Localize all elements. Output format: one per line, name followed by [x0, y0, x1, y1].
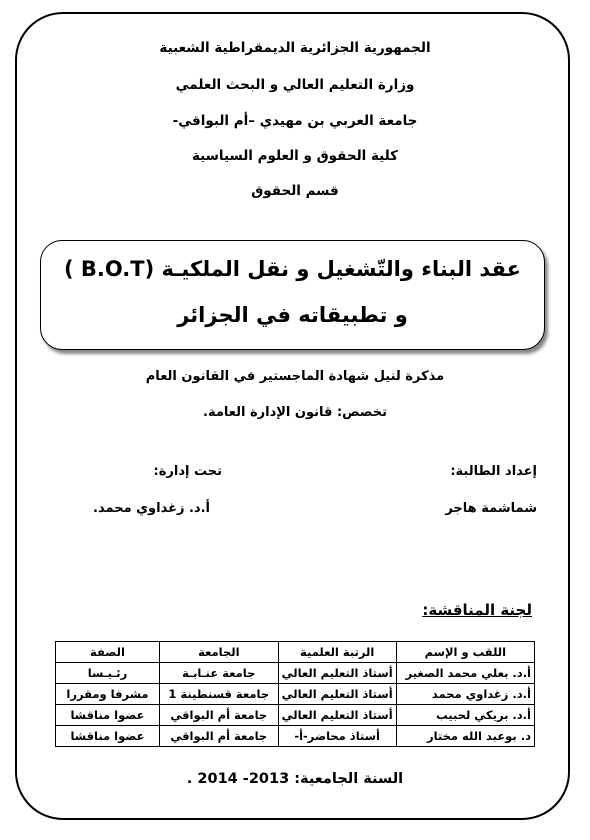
- header-role: الصفة: [56, 642, 160, 663]
- table-header-row: [56, 642, 535, 663]
- thesis-specialty: تخصص: قانون الإدارة العامة.: [203, 405, 387, 420]
- committee-title: لجنة المناقشة:: [422, 601, 532, 619]
- member-role: رئـيـسا: [56, 663, 160, 684]
- supervisor-label: تحت إدارة:: [153, 464, 222, 479]
- member-role: عضوا مناقشا: [56, 726, 160, 747]
- faculty-heading: كلية الحقوق و العلوم السياسية: [191, 148, 399, 164]
- member-role: عضوا مناقشا: [56, 705, 160, 726]
- header-name: اللقب و الإسم: [396, 642, 534, 663]
- member-rank: أستاذ التعليم العالي: [278, 684, 396, 705]
- academic-year: السنة الجامعية: 2013- 2014 .: [186, 771, 404, 787]
- university-heading: جامعة العربي بن مهيدي –أم البواقي-: [172, 113, 418, 129]
- header-university: الجامعة: [159, 642, 278, 663]
- ministry-heading: وزارة التعليم العالي و البحث العلمي: [175, 77, 415, 93]
- republic-heading: الجمهورية الجزائرية الديمقراطية الشعبية: [159, 40, 431, 56]
- student-name: شماشمة هاجر: [445, 501, 537, 516]
- thesis-title-line2: و تطبيقاته في الجزائر: [177, 303, 408, 327]
- header-rank: الرتبة العلمية: [278, 642, 396, 663]
- member-name: أ.د. بريكي لحبيب: [396, 705, 534, 726]
- table-row: [56, 705, 535, 726]
- member-role: مشرفا ومقررا: [56, 684, 160, 705]
- member-university: جامعة عنـابـة: [159, 663, 278, 684]
- table-row: [56, 663, 535, 684]
- student-label: إعداد الطالبة:: [450, 464, 537, 479]
- member-university: جامعة قسنطينة 1: [159, 684, 278, 705]
- table-row: [56, 726, 535, 747]
- thesis-title-line1: عقد البناء والتّشغيل و نقل الملكيـة (B.O.T ): [64, 257, 521, 281]
- supervisor-name: أ.د. زغداوي محمد.: [93, 501, 210, 516]
- thesis-purpose: مذكرة لنيل شهادة الماجستير في القانون العام: [145, 369, 445, 384]
- member-rank: أستاذ التعليم العالي: [278, 663, 396, 684]
- title-box: [40, 240, 545, 350]
- committee-table: [55, 641, 535, 747]
- member-name: د. بوعبد الله مختار: [396, 726, 534, 747]
- department-heading: قسم الحقوق: [251, 183, 339, 199]
- member-university: جامعة أم البواقي: [159, 726, 278, 747]
- member-rank: أستاذ التعليم العالي: [278, 705, 396, 726]
- member-rank: أستاذ محاضر-أ-: [278, 726, 396, 747]
- table-row: [56, 684, 535, 705]
- member-name: أ.د. زغداوي محمد: [396, 684, 534, 705]
- member-university: جامعة أم البواقي: [159, 705, 278, 726]
- member-name: أ.د. بعلي محمد الصغير: [396, 663, 534, 684]
